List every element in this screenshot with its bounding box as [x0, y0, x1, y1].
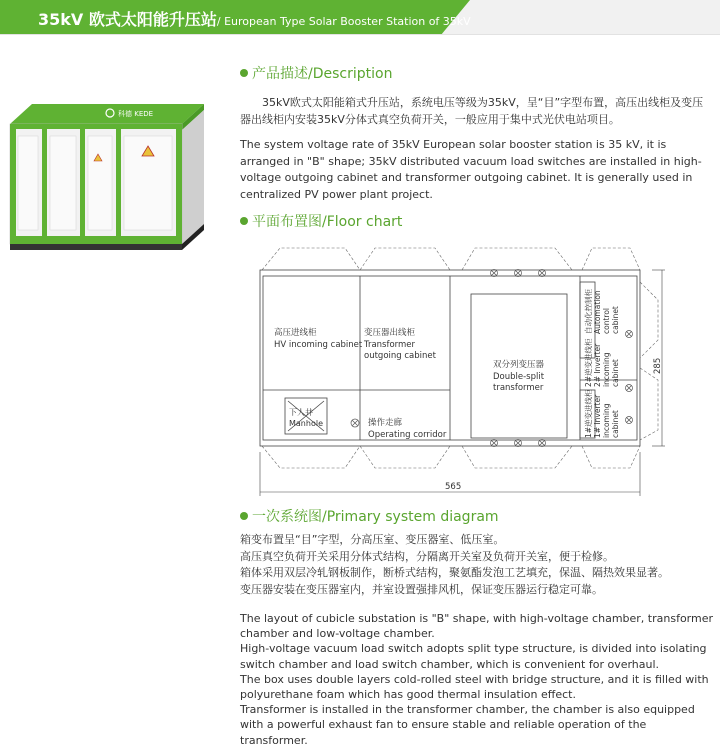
- primary-heading: 一次系统图/Primary system diagram: [240, 506, 499, 526]
- page-title-cn: 35kV 欧式太阳能升压站: [38, 10, 217, 29]
- manhole-label-en: Manhole: [289, 419, 323, 428]
- transformer-out-label-en2: outgoing cabinet: [364, 351, 436, 361]
- floor-heading: 平面布置图/Floor chart: [240, 211, 402, 231]
- hv-label-cn: 高压进线柜: [274, 328, 317, 338]
- inverter2-label-en2: incoming: [602, 352, 611, 387]
- automation-label-en2: control: [602, 308, 611, 334]
- primary-cn-line: 箱体采用双层冷轧钢板制作，断桥式结构，聚氨酯发泡工艺填充，保温、隔热效果显著。: [240, 566, 669, 579]
- page-title-en: / European Type Solar Booster Station of 35kV: [216, 15, 471, 28]
- primary-en-list: [240, 611, 715, 748]
- transformer-label-en1: Double-split: [493, 372, 545, 382]
- inverter2-label-en3: cabinet: [611, 359, 620, 387]
- bullet-dot-icon: [240, 69, 248, 77]
- dimension-width: 565: [445, 482, 462, 492]
- automation-label-cn: 自动化控制柜: [584, 289, 593, 334]
- manhole-label-cn: 下人井: [289, 408, 313, 417]
- floor-chart: [240, 240, 710, 505]
- inverter1-label-en1: 1# Inverter: [593, 394, 602, 438]
- hv-label-en: HV incoming cabinet: [274, 340, 363, 350]
- product-image: [2, 92, 220, 252]
- transformer-label-en2: transformer: [493, 383, 544, 393]
- primary-en-line: High-voltage vacuum load switch adopts split type structure, is divided into isolating switch chamber and load switch chamber, which is convenient for overhaul.: [240, 642, 707, 671]
- primary-en-line: The layout of cubicle substation is "B" shape, with high-voltage chamber, transformer chamber and low-voltage chamber.: [240, 612, 714, 641]
- automation-label-en3: cabinet: [611, 306, 620, 334]
- inverter2-label-en1: 2# Inverter: [593, 343, 602, 387]
- description-cn: 35kV欧式太阳能箱式升压站，系统电压等级为35kV，呈“目”字型布置，高压出线柜及变压器出线柜内安装35kV分体式真空负荷开关，一般应用于集中式光伏电站项目。: [240, 96, 704, 126]
- inverter1-label-cn: 1#逆变进线柜: [584, 389, 593, 438]
- inverter2-label-cn: 2#逆变进线柜: [584, 338, 593, 387]
- description-en: The system voltage rate of 35kV European solar booster station is 35 kV, it is arranged in "B" shape; 35kV distributed vacuum load switches are installed in high-voltage outgoing cabinet and transformer outgoing cabinet. It is generally used in centralized PV power plant project.: [240, 138, 702, 201]
- transformer-out-label-en1: Transformer: [364, 340, 416, 350]
- corridor-label-cn: 操作走廊: [368, 418, 403, 428]
- corridor-label-en: Operating corridor: [368, 430, 447, 440]
- primary-cn-line: 箱变布置呈“目”字型，分高压室、变压器室、低压室。: [240, 533, 505, 546]
- inverter1-label-en2: incoming: [602, 403, 611, 438]
- product-logo-text: 科德 KEDE: [118, 110, 154, 118]
- primary-cn-line: 变压器安装在变压器室内，并室设置强排风机，保证变压器运行稳定可靠。: [240, 582, 603, 596]
- primary-en-line: The box uses double layers cold-rolled steel with bridge structure, and it is filled with polyurethane foam which has good thermal insulation effect.: [240, 672, 709, 702]
- page-title: [38, 7, 471, 30]
- inverter1-label-en3: cabinet: [611, 410, 620, 438]
- primary-cn-list: [240, 532, 710, 598]
- description-heading: 产品描述/Description: [240, 63, 392, 83]
- primary-en-line: Transformer is installed in the transformer chamber, the chamber is also equipped with a powerful exhaust fan to ensure stable and reliable operation of the transformer.: [240, 703, 695, 747]
- transformer-label-cn: 双分列变压器: [493, 360, 545, 370]
- automation-label-en1: Automation: [593, 290, 602, 334]
- page-header: [0, 0, 720, 35]
- bullet-dot-icon: [240, 512, 248, 520]
- bullet-dot-icon: [240, 217, 248, 225]
- transformer-out-label-cn: 变压器出线柜: [364, 328, 416, 338]
- dimension-height: 285: [653, 357, 663, 374]
- primary-cn-line: 高压真空负荷开关采用分体式结构，分隔离开关室及负荷开关室，便于检修。: [240, 549, 614, 563]
